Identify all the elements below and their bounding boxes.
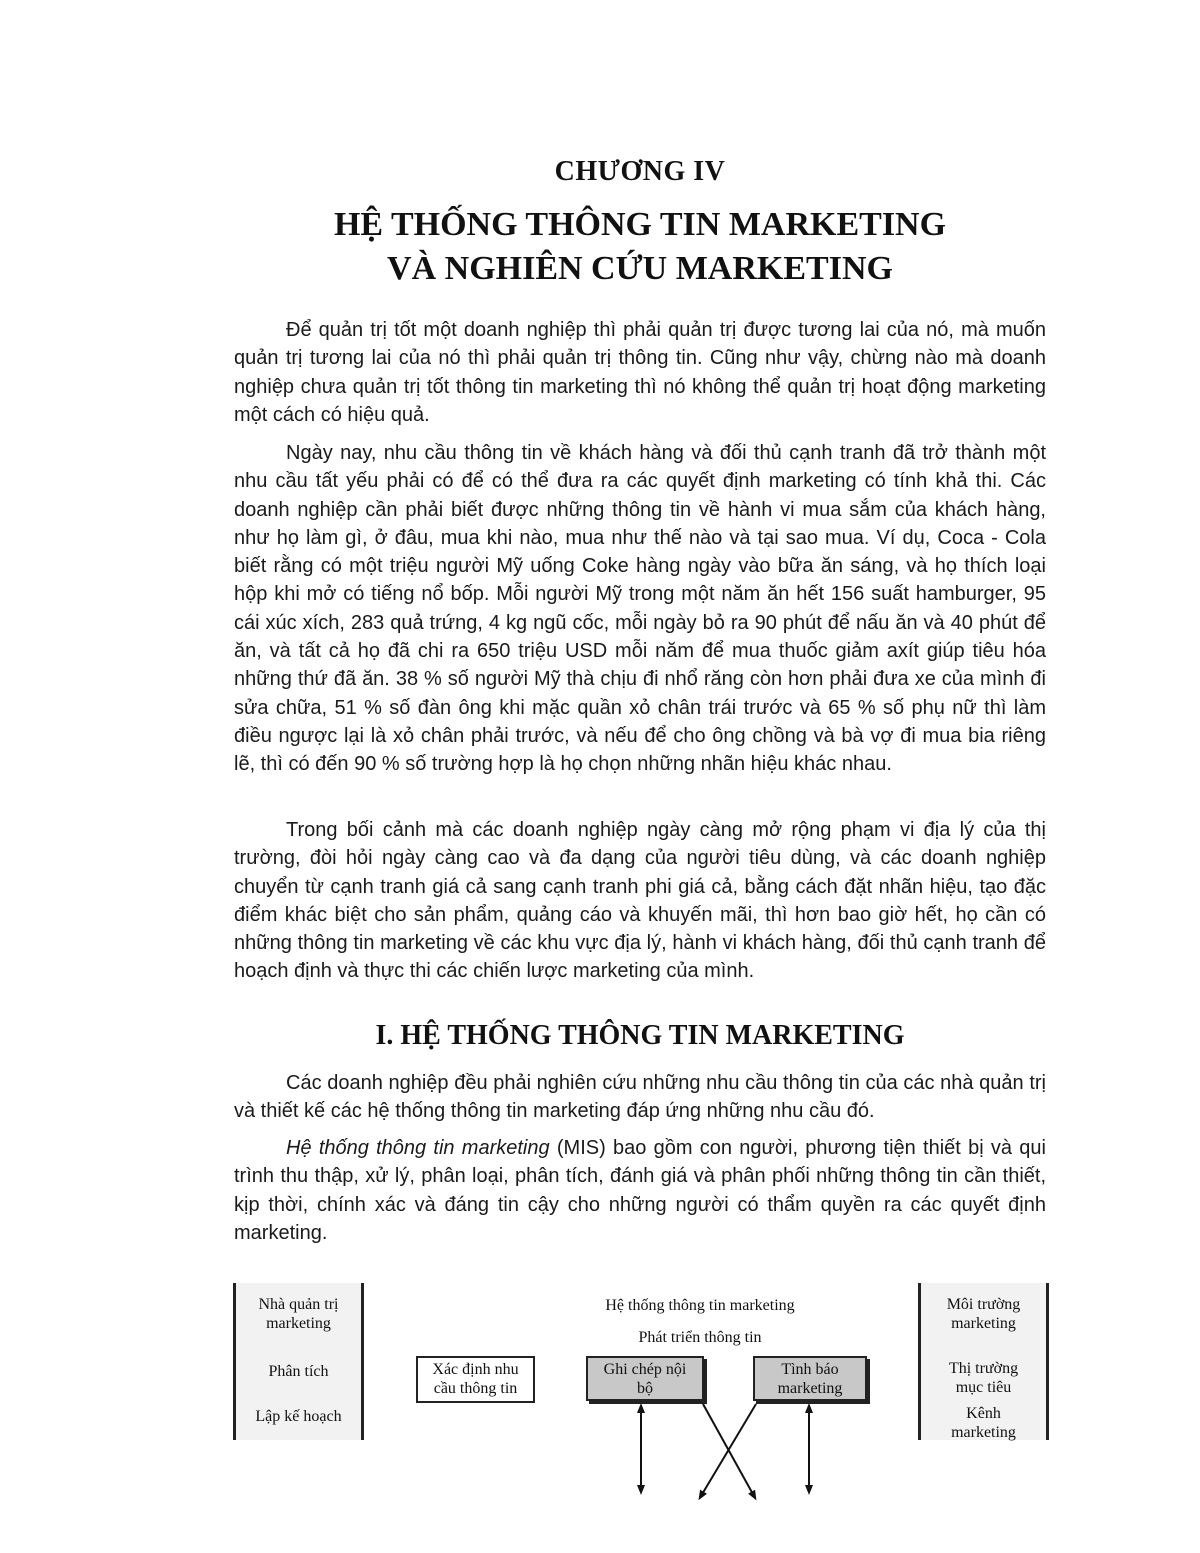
paragraph-mis-definition	[234, 1134, 1046, 1247]
box-internal-records	[586, 1356, 704, 1401]
section-heading: I. HỆ THỐNG THÔNG TIN MARKETING	[375, 1020, 905, 1051]
left-panel-title-line1: Nhà quản trị	[258, 1296, 339, 1313]
development-label: Phát triển thông tin	[638, 1329, 762, 1346]
paragraph-section-intro	[234, 1069, 1046, 1126]
right-panel-target-market	[921, 1359, 1046, 1397]
paragraph-text: Ngày nay, nhu cầu thông tin về khách hàng và đối thủ cạnh tranh đã trở thành một nhu cầu tất yếu phải có để có thể đưa ra các quyết định marketing có tính khả thi. Các doanh nghiệp cần phải biết được những thông tin về hành vi mua sắm của khách hàng, như họ làm gì, ở đâu, mua khi nào, mua như thế nào và tại sao mua. Ví dụ, Coca - Cola biết rằng có một triệu người Mỹ uống Coke hàng ngày vào bữa ăn sáng, và họ thích loại hộp khi mở có tiếng nổ bốp. Mỗi người Mỹ trong một năm ăn hết 156 suất hamburger, 95 cái xúc xích, 283 quả trứng, 4 kg ngũ cốc, mỗi ngày bỏ ra 90 phút để nấu ăn và 40 phút để ăn, và tất cả họ đã chi ra 650 triệu USD mỗi năm để mua thuốc giảm axít giúp tiêu hóa những thứ đã ăn. 38 % số người Mỹ thà chịu đi nhổ răng còn hơn phải đưa xe của mình đi sửa chữa, 51 % số đàn ông khi mặc quần xỏ chân trái trước và 65 % số phụ nữ thì làm điều ngược lại là xỏ chân phải trước, và nếu để cho ông chồng và bà vợ đi mua bia riêng lẽ, thì có đến 90 % số trường hợp là họ chọn những nhãn hiệu khác nhau.	[234, 442, 1046, 776]
right-panel-channels	[921, 1404, 1046, 1442]
left-panel-item-analysis: Phân tích	[268, 1363, 329, 1380]
paragraph-text: Để quản trị tốt một doanh nghiệp thì phải quản trị được tương lai của nó, mà muốn quản trị tương lai của nó thì phải quản trị thông tin. Cũng như vậy, chừng nào mà doanh nghiệp chưa quản trị tốt thông tin marketing thì nó không thể quản trị hoạt động marketing một cách có hiệu quả.	[234, 319, 1046, 426]
mis-definition-text: (MIS) bao gồm con người, phương tiện thiết bị và qui trình thu thập, xử lý, phân loại, phân tích, đánh giá và phân phối những thông tin cần thiết, kịp thời, chính xác và đáng tin cậy cho những người có thẩm quyền ra các quyết định marketing.	[234, 1137, 1046, 1244]
right-panel-channels-line1: Kênh	[966, 1405, 1001, 1422]
chapter-title-line1: HỆ THỐNG THÔNG TIN MARKETING	[333, 206, 947, 243]
box-determine-needs	[416, 1356, 535, 1403]
chapter-title	[0, 203, 1200, 291]
right-panel-title-line1: Môi trường	[946, 1296, 1021, 1313]
arrow-cross-a	[703, 1404, 754, 1496]
box-marketing-intelligence-line1: Tình báo	[781, 1361, 839, 1378]
paragraph-text: Trong bối cảnh mà các doanh nghiệp ngày càng mở rộng phạm vi địa lý của thị trường, đòi hỏi ngày càng cao và đa dạng của người tiêu dùng, và các doanh nghiệp chuyển từ cạnh tranh giá cả sang cạnh tranh phi giá cả, bằng cách đặt nhãn hiệu, tạo đặc điểm khác biệt cho sản phẩm, quảng cáo và khuyến mãi, thì hơn bao giờ hết, họ cần có những thông tin marketing về các khu vực địa lý, hành vi khách hàng, đối thủ cạnh tranh để hoạch định và thực thi các chiến lược marketing của mình.	[234, 819, 1046, 983]
paragraph-context	[234, 816, 1046, 986]
right-panel-target-market-line1: Thị trường	[948, 1360, 1019, 1377]
chapter-title-line2: VÀ NGHIÊN CỨU MARKETING	[387, 250, 893, 287]
right-panel-title-line2: marketing	[951, 1315, 1016, 1332]
paragraph-example	[234, 439, 1046, 779]
paragraph-text: Các doanh nghiệp đều phải nghiên cứu những nhu cầu thông tin của các nhà quản trị và thiết kế các hệ thống thông tin marketing đáp ứng những nhu cầu đó.	[234, 1072, 1046, 1123]
right-panel-title	[921, 1295, 1046, 1333]
right-panel-target-market-line2: mục tiêu	[955, 1379, 1012, 1396]
left-panel-title	[236, 1295, 361, 1333]
paragraph-text	[234, 1134, 1046, 1247]
chapter-number: CHƯƠNG IV	[554, 156, 726, 187]
mis-term: Hệ thống thông tin marketing	[286, 1137, 550, 1159]
box-determine-needs-line2: cầu thông tin	[433, 1380, 518, 1397]
box-determine-needs-line1: Xác định nhu	[432, 1361, 519, 1378]
box-marketing-intelligence-line2: marketing	[777, 1380, 843, 1397]
arrow-cross-b	[701, 1404, 756, 1496]
right-panel-channels-line2: marketing	[951, 1424, 1016, 1441]
system-label: Hệ thống thông tin marketing	[605, 1297, 795, 1314]
left-panel-item-planning: Lập kế hoạch	[255, 1408, 342, 1425]
box-internal-records-line2: bộ	[637, 1380, 653, 1397]
box-internal-records-line1: Ghi chép nội	[603, 1361, 687, 1378]
paragraph-intro	[234, 316, 1046, 429]
box-marketing-intelligence	[753, 1356, 867, 1401]
left-panel-title-line2: marketing	[266, 1315, 331, 1332]
